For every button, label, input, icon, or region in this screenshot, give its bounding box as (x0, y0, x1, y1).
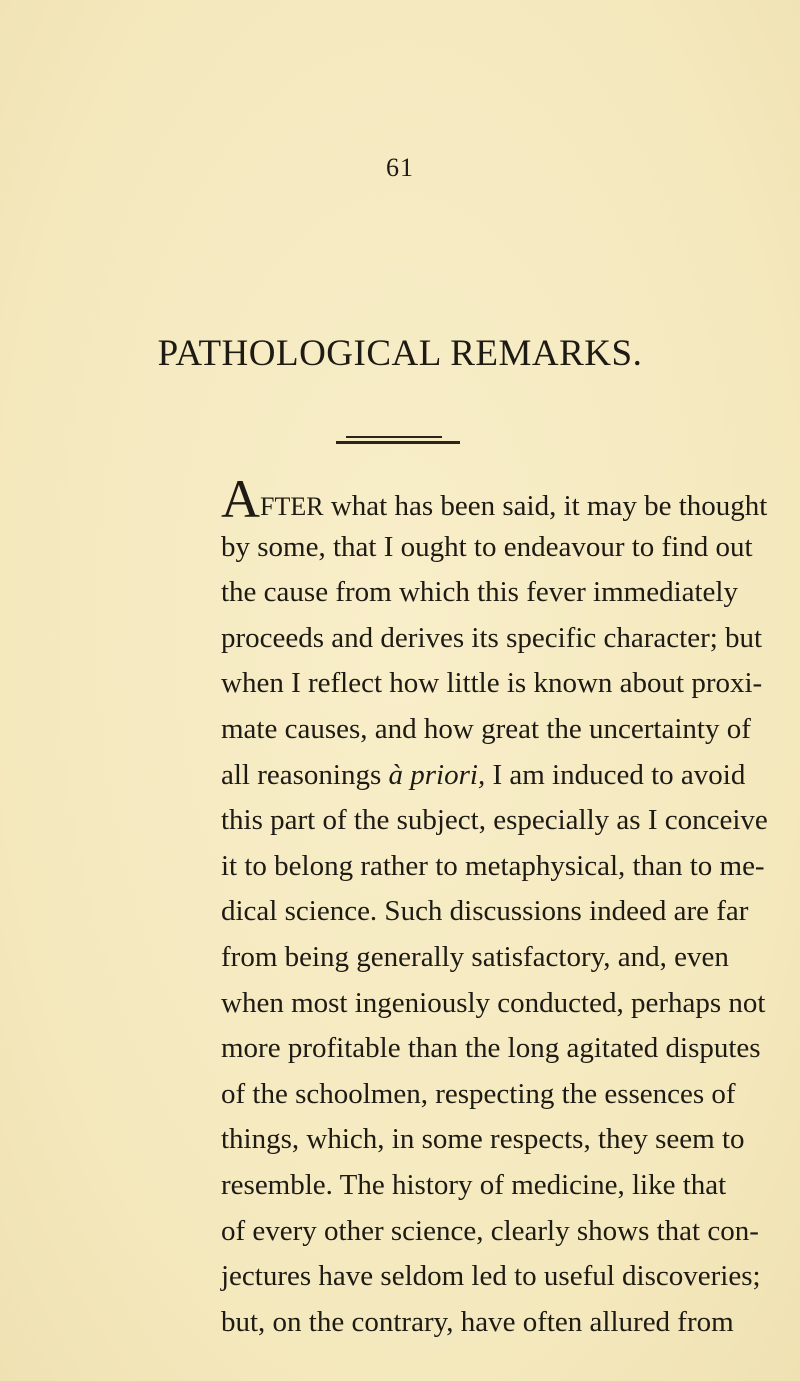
text-line (221, 661, 763, 707)
text-line (221, 981, 766, 1027)
decorative-rule (336, 436, 460, 444)
text-line (221, 1254, 761, 1300)
line-text: by some, that I ought to endeavour to find out (221, 530, 753, 563)
line-text: the cause from which this fever immediately (221, 576, 738, 609)
text-line (221, 889, 749, 935)
line-text: things, which, in some respects, they seem to (221, 1123, 745, 1156)
text-line (221, 935, 729, 981)
text-line (221, 1300, 734, 1346)
line-text: all reasonings (221, 758, 382, 791)
line-text: mate causes, and how great the uncertainty of (221, 712, 751, 745)
text-line (221, 1026, 761, 1072)
rule-thick-line (336, 441, 460, 444)
text-line (221, 1209, 759, 1255)
italic-phrase: à priori, (388, 758, 486, 791)
line-text: proceeds and derives its specific character; but (221, 621, 763, 654)
first-word-rest: FTER (260, 492, 324, 521)
line-text: from being generally satisfactory, and, even (221, 940, 729, 973)
body-paragraph (221, 469, 768, 1345)
text-line (221, 616, 763, 662)
line-text: this part of the subject, especially as I conceive (221, 804, 768, 837)
text-line (221, 844, 765, 890)
line-text: dical science. Such discussions indeed are far (221, 895, 749, 928)
text-line (221, 1072, 736, 1118)
line-text: but, on the contrary, have often allured from (221, 1305, 734, 1338)
line-text: when I reflect how little is known about proxi- (221, 667, 763, 700)
line-text: it to belong rather to metaphysical, than to me- (221, 849, 765, 882)
text-line (221, 798, 768, 844)
line-text: of the schoolmen, respecting the essences of (221, 1077, 736, 1110)
line-text: what has been said, it may be thought (330, 490, 768, 522)
text-line (221, 753, 746, 799)
text-line (221, 525, 753, 571)
line-text: when most ingeniously conducted, perhaps not (221, 986, 766, 1019)
text-line (221, 570, 738, 616)
line-text: I am induced to avoid (492, 758, 746, 791)
rule-thin-line (346, 436, 442, 438)
text-line (221, 707, 751, 753)
line-text: jectures have seldom led to useful discoveries; (221, 1260, 761, 1293)
text-line (221, 1117, 745, 1163)
line-text: of every other science, clearly shows that con- (221, 1214, 759, 1247)
line-text: more profitable than the long agitated disputes (221, 1032, 761, 1065)
section-heading: PATHOLOGICAL REMARKS. (157, 333, 643, 374)
drop-cap: A (221, 469, 260, 529)
page-number: 61 (386, 153, 414, 182)
text-line (221, 469, 768, 529)
line-text: resemble. The history of medicine, like that (221, 1168, 727, 1201)
text-line (221, 1163, 727, 1209)
